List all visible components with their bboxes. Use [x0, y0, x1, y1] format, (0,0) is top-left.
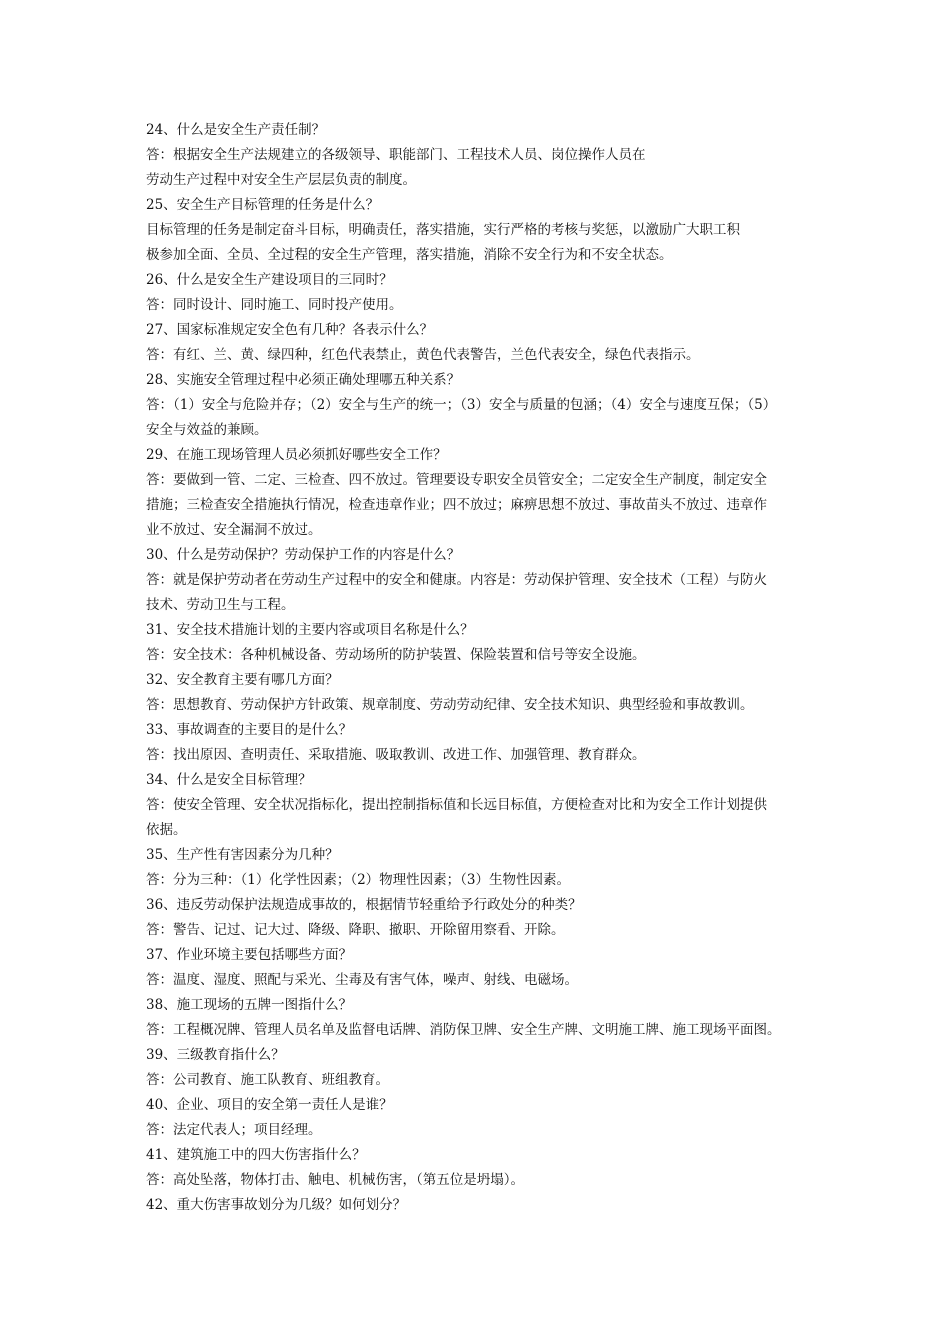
q28-answer-line-1: 答：（1）安全与危险并存；（2）安全与生产的统一；（3）安全与质量的包涵；（4）安全与速度互保；（5） — [146, 397, 777, 413]
q33-question: 33、事故调查的主要目的是什么？ — [146, 722, 353, 738]
q25-answer-line-2: 极参加全面、全员、全过程的安全生产管理，落实措施，消除不安全行为和不安全状态。 — [146, 247, 673, 263]
q39-answer: 答：公司教育、施工队教育、班组教育。 — [146, 1072, 389, 1088]
q34-answer-line-2: 依据。 — [146, 822, 187, 838]
q29-answer-line-1: 答：要做到一管、二定、三检查、四不放过。管理要设专职安全员管安全；二定安全生产制度，制定安全 — [146, 472, 767, 488]
q35-answer: 答：分为三种：（1）化学性因素；（2）物理性因素；（3）生物性因素。 — [146, 872, 571, 888]
q32-question: 32、安全教育主要有哪几方面？ — [146, 672, 339, 688]
q31-answer: 答：安全技术：各种机械设备、劳动场所的防护装置、保险装置和信号等安全设施。 — [146, 647, 646, 663]
q31-question: 31、安全技术措施计划的主要内容或项目名称是什么？ — [146, 622, 474, 638]
q42-question: 42、重大伤害事故划分为几级？如何划分？ — [146, 1197, 407, 1213]
q29-answer-line-2: 措施；三检查安全措施执行情况，检查违章作业；四不放过；麻痹思想不放过、事故苗头不放过、违章作 — [146, 497, 767, 513]
q34-question: 34、什么是安全目标管理？ — [146, 772, 312, 788]
q32-answer: 答：思想教育、劳动保护方针政策、规章制度、劳动劳动纪律、安全技术知识、典型经验和事故教训。 — [146, 697, 754, 713]
q25-answer-line-1: 目标管理的任务是制定奋斗目标，明确责任，落实措施，实行严格的考核与奖惩，以激励广大职工积 — [146, 222, 740, 238]
q27-answer: 答：有红、兰、黄、绿四种，红色代表禁止，黄色代表警告，兰色代表安全，绿色代表指示。 — [146, 347, 700, 363]
q41-answer: 答：高处坠落，物体打击、触电、机械伤害，（第五位是坍塌）。 — [146, 1172, 524, 1188]
q24-answer-line-1: 答：根据安全生产法规建立的各级领导、职能部门、工程技术人员、岗位操作人员在 — [146, 147, 646, 163]
q26-question: 26、什么是安全生产建设项目的三同时？ — [146, 272, 393, 288]
q30-question: 30、什么是劳动保护？劳动保护工作的内容是什么？ — [146, 547, 461, 563]
q27-question: 27、国家标准规定安全色有几种？各表示什么？ — [146, 322, 434, 338]
q28-answer-line-2: 安全与效益的兼顾。 — [146, 422, 268, 438]
q35-question: 35、生产性有害因素分为几种？ — [146, 847, 339, 863]
q40-answer: 答：法定代表人；项目经理。 — [146, 1122, 322, 1138]
q24-question: 24、什么是安全生产责任制？ — [146, 122, 326, 138]
q36-question: 36、违反劳动保护法规造成事故的，根据情节轻重给予行政处分的种类？ — [146, 897, 582, 913]
q41-question: 41、建筑施工中的四大伤害指什么？ — [146, 1147, 366, 1163]
q39-question: 39、三级教育指什么？ — [146, 1047, 285, 1063]
q36-answer: 答：警告、记过、记大过、降级、降职、撤职、开除留用察看、开除。 — [146, 922, 565, 938]
q24-answer-line-2: 劳动生产过程中对安全生产层层负责的制度。 — [146, 172, 416, 188]
q28-question: 28、实施安全管理过程中必须正确处理哪五种关系？ — [146, 372, 461, 388]
q29-answer-line-3: 业不放过、安全漏洞不放过。 — [146, 522, 322, 538]
q26-answer: 答：同时设计、同时施工、同时投产使用。 — [146, 297, 403, 313]
q34-answer-line-1: 答：使安全管理、安全状况指标化，提出控制指标值和长远目标值，方便检查对比和为安全工作计划提供 — [146, 797, 767, 813]
q38-answer: 答：工程概况牌、管理人员名单及监督电话牌、消防保卫牌、安全生产牌、文明施工牌、施工现场平面图。 — [146, 1022, 781, 1038]
q25-question: 25、安全生产目标管理的任务是什么？ — [146, 197, 380, 213]
q29-question: 29、在施工现场管理人员必须抓好哪些安全工作？ — [146, 447, 447, 463]
q40-question: 40、企业、项目的安全第一责任人是谁？ — [146, 1097, 393, 1113]
q37-question: 37、作业环境主要包括哪些方面？ — [146, 947, 353, 963]
document-page — [146, 118, 816, 1218]
q33-answer: 答：找出原因、查明责任、采取措施、吸取教训、改进工作、加强管理、教育群众。 — [146, 747, 646, 763]
q30-answer-line-2: 技术、劳动卫生与工程。 — [146, 597, 295, 613]
q30-answer-line-1: 答：就是保护劳动者在劳动生产过程中的安全和健康。内容是：劳动保护管理、安全技术（工程）与防火 — [146, 572, 767, 588]
q37-answer: 答：温度、湿度、照配与采光、尘毒及有害气体，噪声、射线、电磁场。 — [146, 972, 578, 988]
q38-question: 38、施工现场的五牌一图指什么？ — [146, 997, 353, 1013]
